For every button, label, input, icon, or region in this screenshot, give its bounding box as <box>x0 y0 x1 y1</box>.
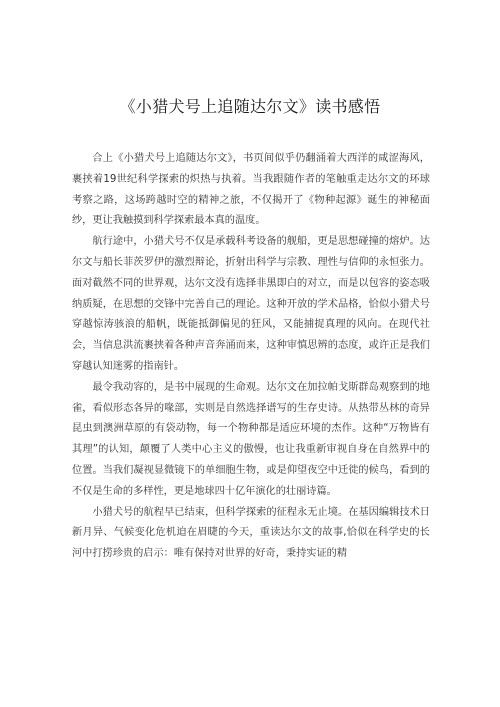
document-title: 《小猎犬号上追随达尔文》读书感悟 <box>119 97 381 116</box>
paragraph-2: 航行途中，小猎犬号不仅是承载科考设备的舰船，更是思想碰撞的熔炉。达尔文与船长菲茨罗伊的激烈辩论，折射出科学与宗教、理性与信仰的永恒张力。面对截然不同的世界观，达尔文没有选择非黑即白的对立，而是以包容的姿态吸纳质疑，在思想的交锋中完善自己的理论。这种开放的学术品格，恰似小猎犬号穿越惊涛骇浪的船帆，既能抵御偏见的狂风，又能捕捉真理的风向。在现代社会，当信息洪流裹挟着各种声音奔涌而来，这种审慎思辨的态度，或许正是我们穿越认知迷雾的指南针。 <box>72 236 430 372</box>
document-body <box>72 149 430 565</box>
paragraph-4: 小猎犬号的航程早已结束，但科学探索的征程永无止境。在基因编辑技术日新月异、气候变化危机迫在眉睫的今天，重读达尔文的故事,恰似在科学史的长河中打捞珍贵的启示：唯有保持对世界的好奇，秉持实证的精 <box>72 506 430 560</box>
paragraph-3: 最令我动容的，是书中展现的生命观。达尔文在加拉帕戈斯群岛观察到的地雀，看似形态各异的喙部，实则是自然选择谱写的生存史诗。从热带丛林的奇异昆虫到澳洲草原的有袋动物，每一个物种都是适应环境的杰作。这种“万物皆有其理”的认知，颠覆了人类中心主义的傲慢，也让我重新审视自身在自然界中的位置。当我们凝视显微镜下的单细胞生物，或是仰望夜空中迁徙的候鸟，看到的不仅是生命的多样性，更是地球四十亿年演化的壮丽诗篇。 <box>72 381 430 497</box>
paragraph-1: 合上《小猎犬号上追随达尔文》，书页间似乎仍翻涌着大西洋的咸涩海风，裹挟着19世纪科学探索的炽热与执着。当我跟随作者的笔触重走达尔文的环球考察之路，这场跨越时空的精神之旅，不仅揭开了《物种起源》诞生的神秘面纱，更让我触摸到科学探索最本真的温度。 <box>72 153 430 227</box>
